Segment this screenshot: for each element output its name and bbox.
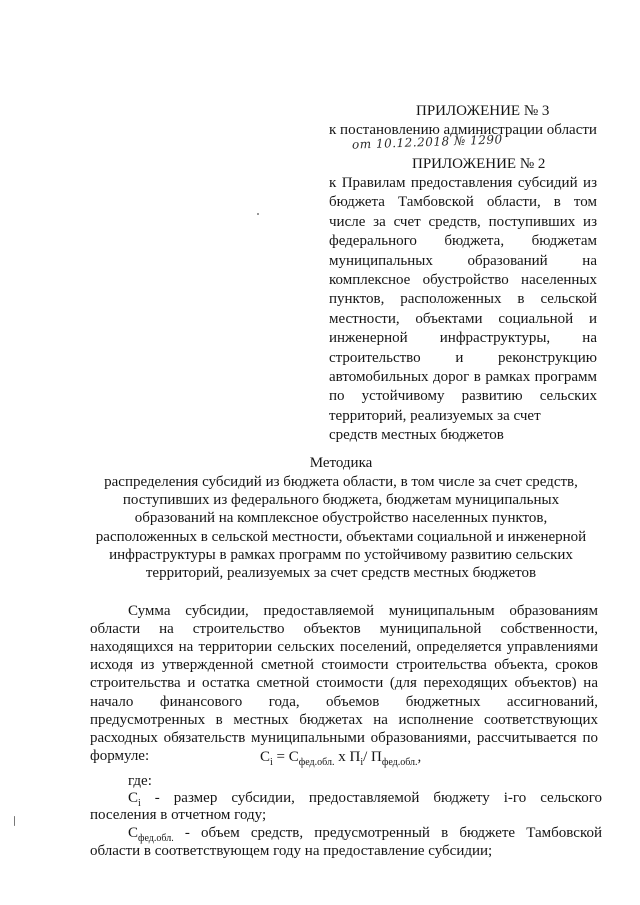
- body-paragraph-line: формуле:: [90, 747, 150, 764]
- body-paragraph-line: начало финансового года, объемов бюджетных ассигнований,: [90, 693, 598, 710]
- where-label: где:: [128, 773, 152, 789]
- definition-cfed-line2: области в соответствующем году на предоставление субсидии;: [90, 843, 493, 859]
- method-subtitle-line: расположенных в сельской местности, объектами социальной и инженерной: [95, 528, 587, 545]
- handwritten-date-number: от 10.12.2018 № 1290: [351, 132, 503, 152]
- method-subtitle-line: распределения субсидий из бюджета области, в том числе за счет средств,: [104, 474, 578, 490]
- appendix2-line: инженерной инфраструктуры, на: [329, 330, 597, 347]
- appendix2-line: бюджета Тамбовской области, в том: [329, 194, 597, 211]
- appendix2-line: автомобильных дорог в рамках программ: [329, 369, 597, 385]
- appendix2-line: федерального бюджета, бюджетам: [329, 233, 597, 250]
- body-paragraph-line: области на строительство объектов муниципальной собственности,: [90, 621, 598, 638]
- appendix3-decree-line: к постановлению администрации области: [329, 122, 597, 138]
- body-paragraph-line: Сумма субсидии, предоставляемой муниципальным образованиям: [128, 603, 598, 619]
- appendix2-line: строительство и реконструкцию: [329, 349, 597, 366]
- appendix2-line: комплексное обустройство населенных: [329, 272, 597, 288]
- body-paragraph-line: расходных обязательств муниципальными образованиями, рассчитывается по: [90, 729, 598, 746]
- method-subtitle-line: поступивших из федерального бюджета, бюджетам муниципальных: [122, 492, 560, 509]
- body-paragraph-line: предусмотренных в местных бюджетах на исполнение соответствующих: [90, 711, 598, 728]
- method-subtitle-line: образований на комплексное обустройство населенных пунктов,: [134, 510, 548, 527]
- appendix2-line: средств местных бюджетов: [329, 427, 504, 444]
- method-title: Методика: [309, 455, 373, 471]
- appendix2-line: пунктов, расположенных в сельской: [329, 291, 597, 308]
- appendix2-line: к Правилам предоставления субсидий из: [329, 175, 597, 191]
- appendix2-line: по устойчивому развитию сельских: [329, 388, 597, 405]
- method-subtitle-line: инфраструктуры в рамках программ по устойчивому развитию сельских: [109, 546, 573, 563]
- body-paragraph-line: исходя из утвержденной сметной стоимости строительства объекта, сроков: [90, 657, 598, 674]
- appendix3-title: ПРИЛОЖЕНИЕ № 3: [416, 103, 550, 119]
- scan-speck: [257, 213, 259, 215]
- appendix2-title: ПРИЛОЖЕНИЕ № 2: [412, 156, 546, 172]
- appendix2-line: муниципальных образований на: [329, 252, 597, 269]
- definition-ci-line2: поселения в отчетном году;: [90, 807, 267, 823]
- scan-speck: [14, 816, 15, 826]
- definition-ci-line1: $С_i$ - размер субсидии, предоставляемой бюджету i-го сельского: [128, 790, 602, 809]
- appendix2-line: местности, объектами социальной и: [329, 310, 597, 327]
- body-paragraph-line: находящихся на территории сельских поселений, определяется управлениями: [90, 639, 598, 656]
- formula: $С_i = С_{фед.обл.}$ х $П_i/$ $П_{фед.обл.}$,: [260, 749, 422, 768]
- method-subtitle-line: территорий, реализуемых за счет средств местных бюджетов: [145, 565, 537, 581]
- definition-cfed-line1: $С_{фед.обл.}$ - объем средств, предусмотренный в бюджете Тамбовской: [128, 825, 602, 844]
- appendix2-line: территорий, реализуемых за счет: [329, 407, 541, 424]
- body-paragraph-line: строительства и остатка сметной стоимости (для переходящих объектов) на: [90, 675, 598, 692]
- appendix2-line: числе за счет средств, поступивших из: [329, 213, 597, 230]
